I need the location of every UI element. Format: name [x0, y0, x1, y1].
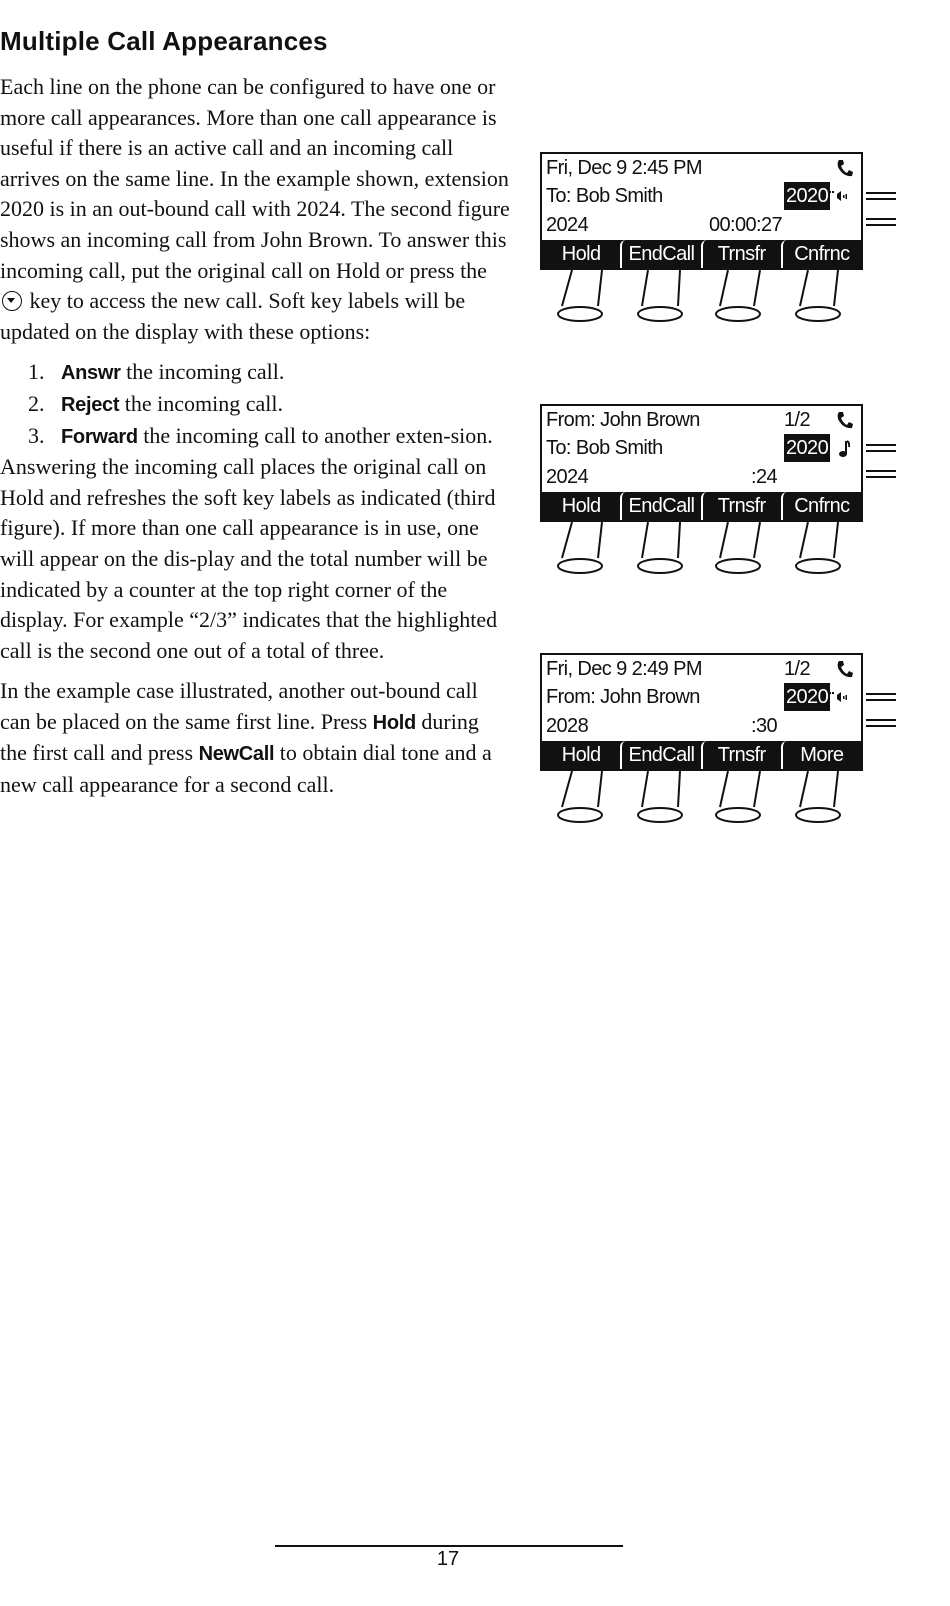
page-title: Multiple Call Appearances: [0, 26, 328, 56]
lcd-screen: [540, 152, 863, 270]
call-timer: :30: [751, 715, 778, 737]
caller-from: From: John Brown: [546, 409, 700, 431]
softkey-hold[interactable]: Hold: [542, 240, 620, 268]
line-key[interactable]: [866, 470, 896, 478]
lcd-screen: [540, 653, 863, 771]
list-text: the incoming call to another exten-sion.: [137, 422, 493, 448]
intro-text-b: key to access the new call. Soft key labels will be updated on the display with these options:: [0, 288, 466, 344]
call-to: To: Bob Smith: [546, 437, 663, 459]
answering-paragraph: Answering the incoming call places the original call on Hold and refreshes the soft key labels as indicated (third figure). If more than one call appearance is in use, one will appear on the dis-play and the total number will be indicated by a counter at the top right corner of the display. For example “2/3” indicates that the highlighted call is the second one out of a total of three.: [0, 454, 498, 663]
softkey-hold[interactable]: Hold: [542, 492, 620, 520]
speaker-icon: [829, 188, 847, 204]
phone-display-figure-2: [540, 404, 895, 574]
softkey-transfer[interactable]: Trnsfr: [701, 492, 781, 520]
line-key[interactable]: [866, 693, 896, 701]
call-counter: 1/2: [784, 409, 811, 431]
list-text: the incoming call.: [119, 390, 283, 416]
footer-rule: [275, 1545, 623, 1547]
page-number: 17: [436, 1548, 460, 1570]
caller-number: 2024: [546, 214, 589, 236]
line-key[interactable]: [866, 192, 896, 200]
date-time: Fri, Dec 9 2:49 PM: [546, 658, 702, 680]
handset-icon: [835, 410, 853, 430]
softkey-more[interactable]: More: [781, 741, 861, 769]
softkey-hold[interactable]: Hold: [542, 741, 620, 769]
softkey-bar: [542, 492, 861, 520]
handset-icon: [835, 659, 853, 679]
list-number: 1.: [28, 359, 45, 385]
intro-text-a: Each line on the phone can be configured to have one or more call appearances. More than one call appearance is useful if there is an active call and an incoming call arrives on the same line. In the example shown, extension 2020 is in an out-bound call with 2024. The second figure shows an incoming call from John Brown. To answer this incoming call, put the original call on Hold or press the: [0, 74, 510, 283]
softkey-endcall[interactable]: EndCall: [620, 240, 700, 268]
list-item: [28, 357, 510, 389]
down-arrow-key-icon: [2, 291, 22, 311]
newcall-text-b: during the first call and press: [0, 708, 479, 766]
body-text: [0, 72, 510, 801]
call-to: To: Bob Smith: [546, 185, 663, 207]
caller-number: 2028: [546, 715, 589, 737]
extension-badge: 2020: [784, 683, 830, 711]
list-item: [28, 421, 510, 453]
call-counter: 1/2: [784, 658, 811, 680]
caller-number: 2024: [546, 466, 589, 488]
newcall-text-a: In the example case illustrated, another out-bound call can be placed on the same first line. Press: [0, 678, 478, 734]
line-key[interactable]: [866, 719, 896, 727]
list-item: [28, 389, 510, 421]
softkey-transfer[interactable]: Trnsfr: [701, 741, 781, 769]
phone-display-figure-3: [540, 653, 895, 823]
softkey-bar: [542, 741, 861, 769]
softkey-buttons: [540, 268, 863, 324]
music-note-icon: [838, 440, 850, 458]
softkey-transfer[interactable]: Trnsfr: [701, 240, 781, 268]
keyword-hold: Hold: [372, 711, 416, 734]
softkey-endcall[interactable]: EndCall: [620, 741, 700, 769]
call-timer: :24: [751, 466, 778, 488]
newcall-text-c: to obtain dial tone and a new call appearance for a second call.: [0, 740, 492, 798]
keyword-reject: Reject: [61, 393, 120, 416]
list-text: the incoming call.: [120, 359, 285, 385]
date-time: Fri, Dec 9 2:45 PM: [546, 157, 702, 179]
softkey-bar: [542, 240, 861, 268]
phone-display-figure-1: [540, 152, 895, 322]
list-number: 2.: [28, 390, 45, 416]
caller-from: From: John Brown: [546, 686, 700, 708]
keyword-newcall: NewCall: [198, 743, 275, 766]
list-number: 3.: [28, 422, 45, 448]
handset-icon: [835, 158, 853, 178]
options-list: [0, 357, 510, 452]
keyword-answr: Answr: [61, 362, 121, 385]
line-key[interactable]: [866, 444, 896, 452]
softkey-buttons: [540, 520, 863, 576]
softkey-conference[interactable]: Cnfrnc: [781, 240, 861, 268]
lcd-screen: [540, 404, 863, 522]
extension-badge: 2020: [784, 434, 830, 462]
keyword-forward: Forward: [61, 425, 138, 448]
line-key[interactable]: [866, 218, 896, 226]
softkey-endcall[interactable]: EndCall: [620, 492, 700, 520]
call-timer: 00:00:27: [709, 214, 783, 236]
extension-badge: 2020: [784, 182, 830, 210]
softkey-conference[interactable]: Cnfrnc: [781, 492, 861, 520]
softkey-buttons: [540, 769, 863, 825]
newcall-paragraph: [0, 676, 510, 800]
speaker-icon: [829, 689, 847, 705]
intro-paragraph: [0, 72, 510, 347]
